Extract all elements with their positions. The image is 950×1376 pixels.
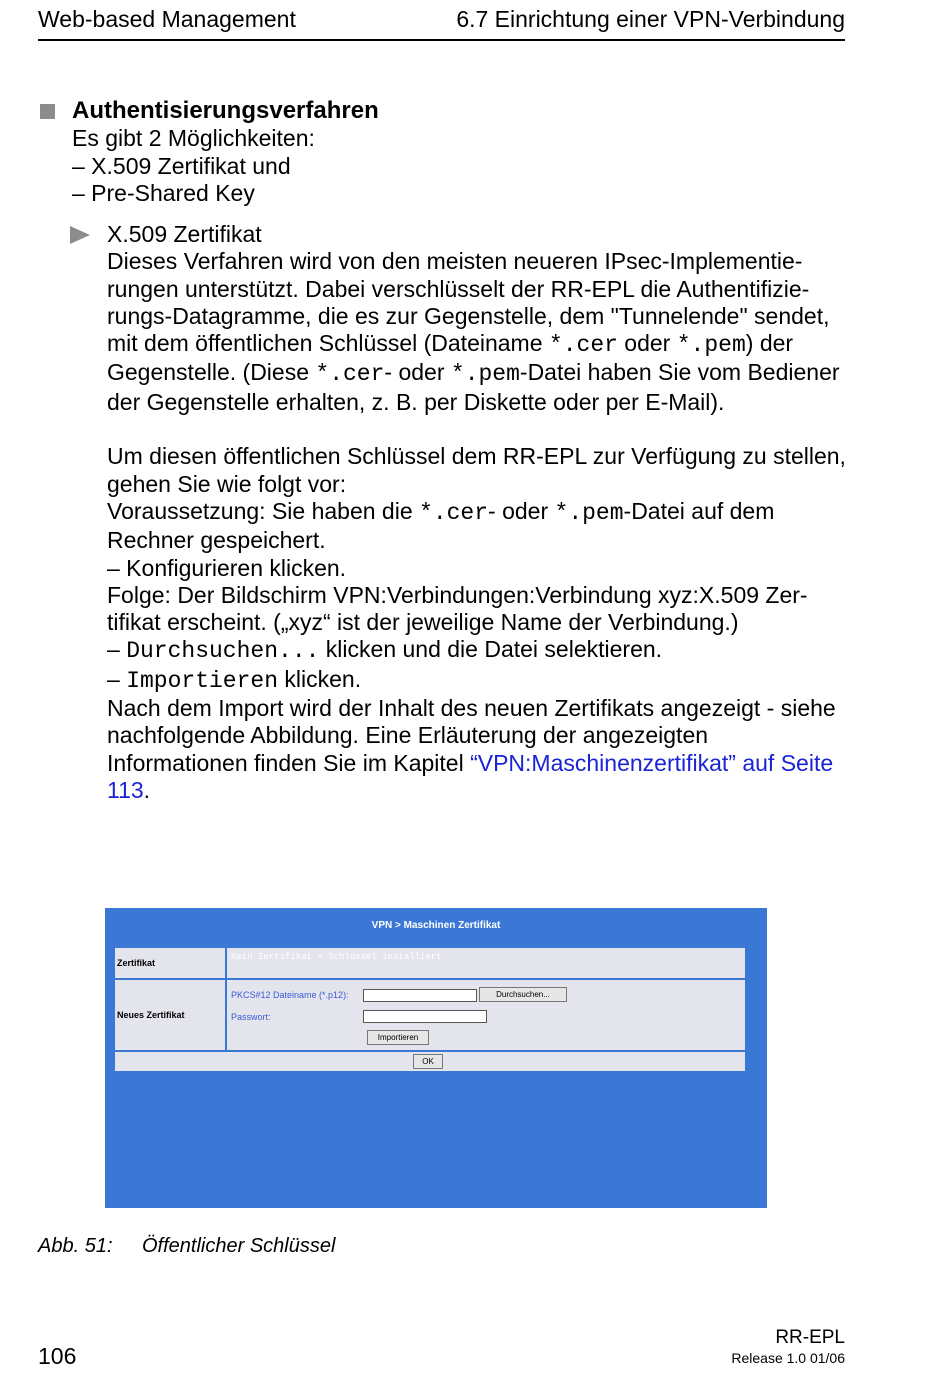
password-label: Passwort: — [231, 1012, 271, 1022]
new-cert-row — [115, 980, 745, 1050]
intro-line: – Pre-Shared Key — [72, 180, 255, 206]
paragraph: Um diesen öffentlichen Schlüssel dem RR-EPL zur Verfügung zu stellen, gehen Sie wie folgt vor: — [107, 443, 846, 497]
import-button[interactable]: Importieren — [367, 1030, 429, 1045]
ok-row — [115, 1052, 745, 1071]
product-name: RR-EPL — [775, 1327, 845, 1348]
item-body — [107, 221, 847, 804]
paragraph: Voraussetzung: Sie haben die *.cer- oder *.pem-Datei auf dem Rechner gespeichert. — [107, 497, 775, 554]
cert-value-cell — [227, 948, 745, 978]
item-title: X.509 Zertifikat — [107, 221, 262, 247]
square-bullet-icon — [40, 104, 55, 119]
figure-page-title: VPN > Maschinen Zertifikat — [371, 920, 501, 931]
section-title: Authentisierungsverfahren — [72, 97, 379, 124]
paragraph: – Importieren klicken. — [107, 665, 362, 694]
cross-reference-link[interactable]: “VPN:Maschinenzertifikat” auf Seite 113 — [107, 749, 834, 803]
browse-button[interactable]: Durchsuchen... — [479, 987, 567, 1002]
figure-caption-number: Abb. 51: — [38, 1235, 113, 1257]
paragraph: Nach dem Import wird der Inhalt des neuen Zertifikats angezeigt - siehe nachfolgende Abbildung. Eine Erläuterung der angezeigten Informationen finden Sie im Kapitel “VPN:Maschinenzertifikat” auf Seite 113. — [107, 695, 836, 803]
intro-line: Es gibt 2 Möglichkeiten: — [72, 125, 315, 151]
ok-button[interactable]: OK — [413, 1054, 443, 1069]
pkcs-file-input[interactable] — [363, 989, 477, 1002]
figure-screenshot — [105, 908, 767, 1208]
release-info: Release 1.0 01/06 — [731, 1350, 845, 1366]
paragraph: – Konfigurieren klicken. — [107, 554, 347, 581]
cert-label: Zertifikat — [115, 948, 225, 978]
paragraph: Folge: Der Bildschirm VPN:Verbindungen:Verbindung xyz:X.509 Zer-tifikat erscheint. („xyz“ ist der jeweilige Name der Verbindung.) — [107, 581, 808, 636]
running-header-left: Web-based Management — [38, 6, 296, 32]
cert-status: Kein Zertifikat + Schlüssel installiert — [231, 952, 442, 962]
running-header-right: 6.7 Einrichtung einer VPN-Verbindung — [456, 6, 845, 32]
triangle-bullet-icon — [70, 226, 90, 244]
figure-caption-text: Öffentlicher Schlüssel — [142, 1235, 336, 1257]
new-cert-value-cell — [227, 980, 745, 1050]
header-rule — [38, 39, 845, 41]
section-intro — [72, 125, 315, 208]
paragraph: – Durchsuchen... klicken und die Datei selektieren. — [107, 636, 663, 665]
paragraph: Dieses Verfahren wird von den meisten neueren IPsec-Implementie-rungen unterstützt. Dabei verschlüsselt der RR-EPL die Authentifizie-rungs-Datagramme, die es zur Gegenstelle, dem "Tunnelende" sendet, mit dem öffentlichen Schlüssel (Dateiname *.cer oder *.pem) der Gegenstelle. (Diese *.cer- oder *.pem-Datei haben Sie vom Bediener der Gegenstelle erhalten, z. B. per Diskette oder per E-Mail). — [107, 248, 840, 415]
intro-line: – X.509 Zertifikat und — [72, 152, 291, 179]
page-number: 106 — [38, 1343, 77, 1369]
pkcs-label: PKCS#12 Dateiname (*.p12): — [231, 990, 349, 1000]
new-cert-label: Neues Zertifikat — [115, 980, 225, 1050]
password-input[interactable] — [363, 1010, 487, 1023]
cert-row — [115, 948, 745, 978]
